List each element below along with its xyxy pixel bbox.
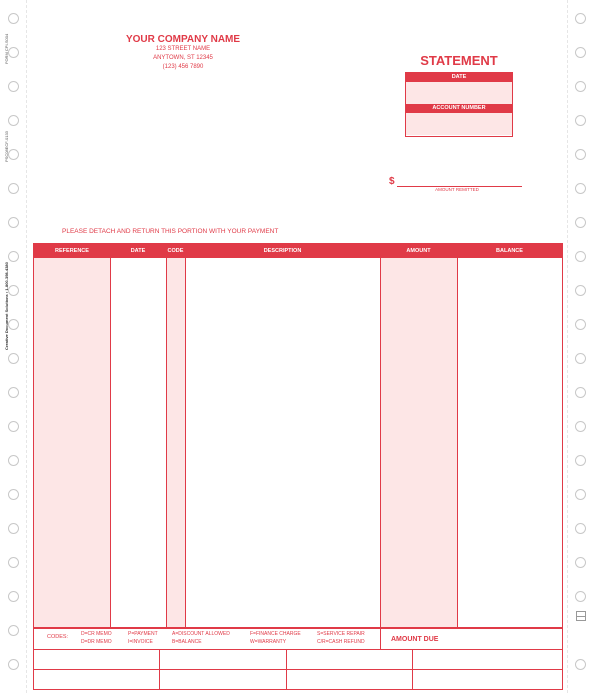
vendor-text: Creative Document Solutions • 1-800-398-4380 [4, 262, 9, 350]
company-phone: (123) 456 7890 [162, 64, 204, 70]
feed-hole [8, 149, 19, 160]
reference-column[interactable] [34, 258, 110, 627]
code-legend-item: W=WARRANTY [250, 639, 287, 645]
header-balance: BALANCE [496, 248, 523, 254]
code-legend-item: B=BALANCE [172, 639, 202, 645]
feed-hole [575, 217, 586, 228]
feed-hole [8, 523, 19, 534]
code-legend-item: S=SERVICE REPAIR [317, 631, 365, 637]
feed-hole [575, 13, 586, 24]
form-number-text: FORM CPI-S004 [4, 33, 9, 64]
column-divider [380, 244, 381, 627]
feed-hole [8, 115, 19, 126]
feed-hole [575, 557, 586, 568]
header-code: CODE [167, 248, 184, 254]
feed-hole [575, 251, 586, 262]
feed-hole [8, 625, 19, 636]
code-legend-item: C/R=CASH REFUND [317, 639, 365, 645]
feed-hole [575, 115, 586, 126]
feed-hole [8, 591, 19, 602]
column-divider [185, 244, 186, 627]
statement-info-box [405, 72, 513, 137]
feed-hole [575, 523, 586, 534]
detach-notice: PLEASE DETACH AND RETURN THIS PORTION WITH YOUR PAYMENT [62, 228, 279, 235]
codes-label: CODES: [47, 634, 69, 640]
feed-hole [8, 251, 19, 262]
header-date: DATE [130, 248, 146, 254]
feed-hole [575, 489, 586, 500]
header-description: DESCRIPTION [263, 248, 302, 254]
date-field[interactable] [406, 82, 512, 104]
feed-hole [575, 47, 586, 58]
feed-hole [575, 659, 586, 670]
footer-divider [380, 629, 381, 649]
feed-hole [8, 455, 19, 466]
code-legend-item: F=FINANCE CHARGE [250, 631, 301, 637]
header-reference: REFERENCE [55, 248, 89, 254]
code-legend-item: D=DR MEMO [81, 639, 112, 645]
code-legend-item: I=INVOICE [128, 639, 153, 645]
description-column[interactable] [185, 258, 380, 627]
amount-due-label: AMOUNT DUE [391, 636, 439, 643]
feed-hole [575, 455, 586, 466]
table-header [34, 244, 562, 258]
feed-hole [8, 421, 19, 432]
code-column[interactable] [166, 258, 185, 627]
left-perforation [26, 0, 27, 693]
date-column[interactable] [110, 258, 166, 627]
fold-mark-icon [576, 611, 586, 621]
code-legend-item: P=PAYMENT [128, 631, 158, 637]
column-divider [110, 244, 111, 627]
code-legend-item: A=DISCOUNT ALLOWED [172, 631, 230, 637]
feed-hole [8, 659, 19, 670]
amount-remitted-label: AMOUNT REMITTED [435, 187, 479, 192]
feed-hole [575, 353, 586, 364]
company-city: ANYTOWN, ST 12345 [153, 55, 213, 61]
right-perforation [567, 0, 568, 693]
amount-column[interactable] [380, 258, 457, 627]
code-legend-item: D=CR MEMO [81, 631, 112, 637]
column-divider [457, 244, 458, 627]
feed-hole [8, 387, 19, 398]
feed-hole [8, 13, 19, 24]
footer-divider [412, 649, 413, 689]
statement-footer [33, 628, 563, 690]
statement-title: STATEMENT [420, 53, 498, 68]
feed-hole [8, 47, 19, 58]
account-number-label: ACCOUNT NUMBER [406, 104, 512, 113]
feed-hole [575, 149, 586, 160]
feed-hole [8, 353, 19, 364]
code-number-text: PSC08ECF-0133 [4, 131, 9, 162]
feed-hole [575, 591, 586, 602]
company-name: YOUR COMPANY NAME [125, 34, 241, 45]
footer-row-line [34, 669, 562, 670]
feed-hole [8, 319, 19, 330]
feed-hole [8, 285, 19, 296]
date-label: DATE [406, 73, 512, 82]
feed-hole [575, 319, 586, 330]
feed-hole [8, 489, 19, 500]
feed-hole [575, 387, 586, 398]
feed-hole [575, 285, 586, 296]
feed-hole [8, 557, 19, 568]
feed-hole [8, 183, 19, 194]
balance-column[interactable] [457, 258, 562, 627]
feed-hole [575, 183, 586, 194]
company-street: 123 STREET NAME [155, 46, 211, 52]
footer-row-line [34, 649, 562, 650]
footer-divider [286, 649, 287, 689]
feed-hole [8, 81, 19, 92]
column-divider [166, 244, 167, 627]
account-number-field[interactable] [406, 113, 512, 135]
header-amount: AMOUNT [406, 248, 431, 254]
company-block [110, 34, 256, 72]
feed-hole [575, 421, 586, 432]
dollar-sign: $ [389, 176, 395, 187]
footer-divider [159, 649, 160, 689]
feed-hole [575, 81, 586, 92]
feed-hole [8, 217, 19, 228]
statement-table [33, 243, 563, 628]
